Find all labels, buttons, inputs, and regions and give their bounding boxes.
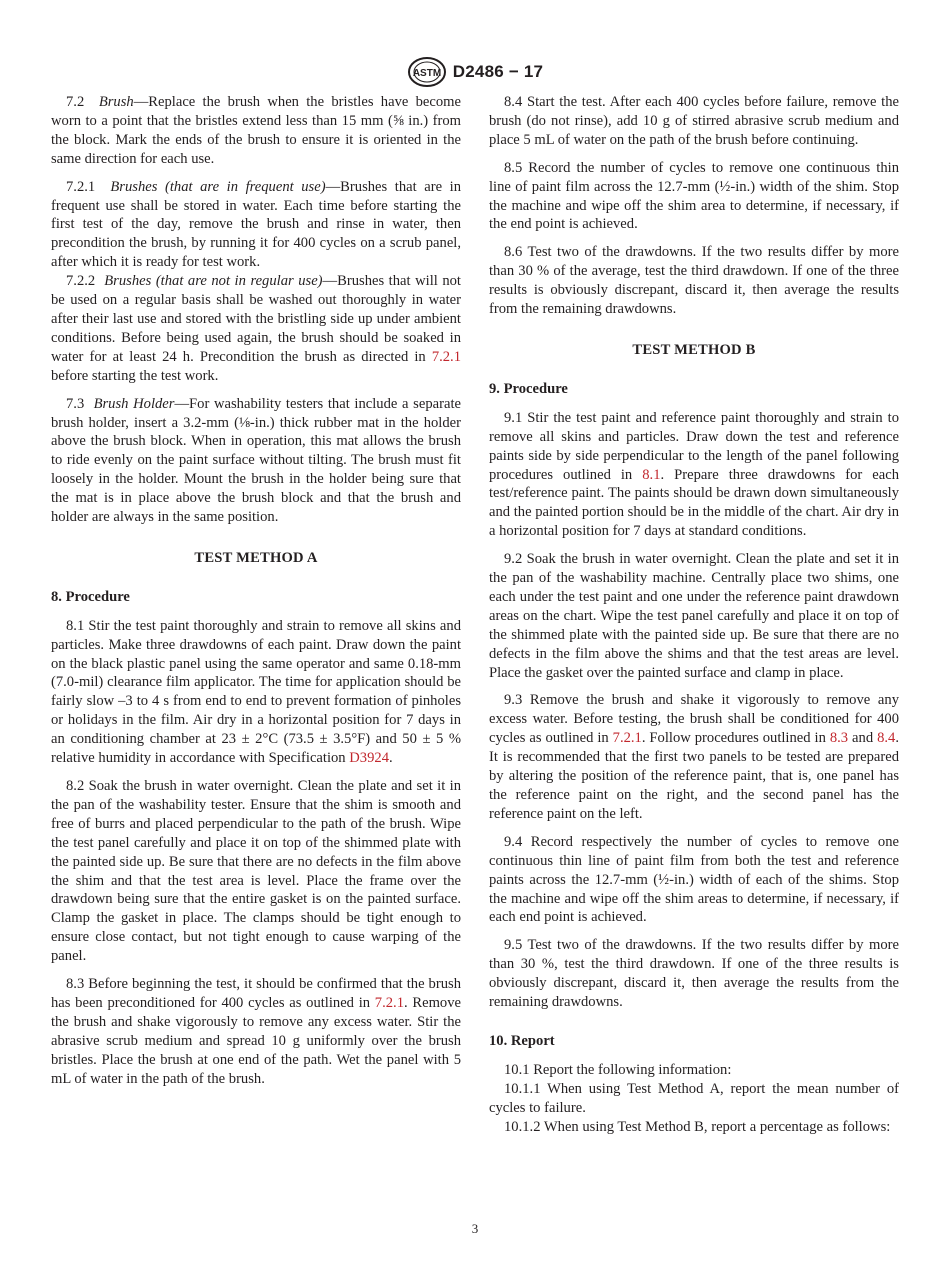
xref-8-3[interactable]: 8.3: [829, 730, 849, 747]
section-7-2-2: 7.2.2 Brushes (that are not in regular use)—Brushes that will not be used on a regular basis shall be washed out thoroughly in water after their last use and stored with the bristling side up under ambient conditions. Before being used again, the brush should be soaked in water for at least 24 h. Precondition the brush as directed in 7.2.1 before starting the test work.: [51, 273, 461, 384]
right-column: [489, 93, 899, 1137]
section-8-2: 8.2 Soak the brush in water overnight. Clean the plate and set it in the pan of the washability tester. Ensure that the shim is smooth and free of burrs and placed perpendicular to the path of the brush. Wipe the test panel carefully and place it on top of the shimmed plate with the painted side up. Be sure that there are no defects in the film above the shim and that the test area is level. Place the frame over the drawdown being sure that the entire gasket is on the painted surface. Clamp the gasket in place. The clamps should be tight enough to ensure close contact, but not tight enough to cause warping of the panel.: [51, 778, 461, 965]
section-7-3: 7.3 Brush Holder—For washability testers that include a separate brush holder, insert a 3.2-mm (⅛-in.) thick rubber mat in the holder above the brush block. When in operation, this mat allows the brush to ride evenly on the paint surface without tilting. The brush must fit loosely in the holder. Mount the brush in the holder being sure that the mat is in place above the brush block and that the brush and holder are always in the same position.: [51, 395, 461, 526]
section-9-heading: 9. Procedure: [489, 380, 568, 397]
astm-logo-icon: [407, 56, 447, 88]
xref-7-2-1[interactable]: 7.2.1: [612, 730, 642, 747]
section-9-4: 9.4 Record respectively the number of cycles to remove one continuous thin line of paint film from both the test and reference paints across the 12.7-mm (½-in.) width of each of the shims. Stop the machine and wipe off the shim areas to determine, if necessary, if each end point is achieved.: [489, 833, 899, 926]
section-9-1: 9.1 Stir the test paint and reference paint thoroughly and strain to remove all skins and particles. Draw down the test and reference paints side by side perpendicular to the length of the panel following procedures outlined in 8.1. Prepare three drawdowns for each test/reference paint. The paints should be drawn down simultaneously and the painted portion should be in the middle of the chart. Air dry in a horizontal position for 7 days at standard conditions.: [489, 409, 899, 540]
document-id: D2486 − 17: [452, 61, 544, 81]
xref-8-4[interactable]: 8.4: [877, 730, 896, 747]
xref-d3924[interactable]: D3924: [349, 750, 389, 767]
section-7-2-1: 7.2.1 Brushes (that are in frequent use)—Brushes that are in frequent use shall be stored in water. Each time before starting the first test of the day, remove the brush and rinse in water, then precondition the brush, by running it for 400 cycles on a scrub panel, after which it is ready for test work.: [51, 178, 462, 271]
section-7-2: 7.2 Brush—Replace the brush when the bristles have become worn to a point that the bristles extend less than 15 mm (⅝ in.) from the block. Mark the ends of the brush to ensure it is oriented in the same direction for each use.: [51, 94, 461, 167]
section-8-4: 8.4 Start the test. After each 400 cycles before failure, remove the brush (do not rinse), add 10 g of stirred abrasive scrub medium and place 5 mL of water on the path of the brush before continuing.: [489, 94, 899, 148]
section-10-heading: 10. Report: [489, 1032, 555, 1049]
page-header: [0, 56, 950, 88]
section-9-5: 9.5 Test two of the drawdowns. If the two results differ by more than 30 %, test the third drawdown. If one of the three results is obviously discrepant, discard it, then average the results from the remaining drawdowns.: [489, 937, 899, 1011]
section-8-heading: 8. Procedure: [51, 588, 130, 605]
logo-text: ASTM: [412, 68, 441, 79]
section-8-1: 8.1 Stir the test paint thoroughly and strain to remove all skins and particles. Make three drawdowns of each paint. Draw down the paint on the black plastic panel using the same operator and same 0.18-mm (7.0-mil) clearance film applicator. The time for application should be fairly slow –3 to 4 s from end to end to prevent formation of pinholes or holidays in the film. Air dry in a horizontal position for 7 days in an conditioning chamber at 23 ± 2°C (73.5 ± 3.5°F) and 50 ± 5 % relative humidity in accordance with Specification D3924.: [51, 617, 461, 767]
xref-7-2-1[interactable]: 7.2.1: [431, 348, 461, 365]
xref-7-2-1[interactable]: 7.2.1: [374, 994, 404, 1011]
test-method-a-heading: TEST METHOD A: [194, 549, 318, 566]
left-column: [51, 93, 461, 1098]
section-9-3: 9.3 Remove the brush and shake it vigorously to remove any excess water. Before testing, the brush shall be conditioned for 400 cycles as outlined in 7.2.1. Follow procedures outlined in 8.3 and 8.4. It is recommended that the first two panels to be tested are prepared by altering the position of the reference paint, that is, one panel has the reference paint on the right, and the second panel has the reference paint on the left.: [489, 692, 899, 822]
page-number: 3: [471, 1221, 479, 1236]
section-8-5: 8.5 Record the number of cycles to remove one continuous thin line of paint film across the 12.7-mm (½-in.) width of the shim. Stop the machine and wipe off the shim area to determine, if necessary, if the end point is achieved.: [489, 159, 899, 233]
section-8-6: 8.6 Test two of the drawdowns. If the two results differ by more than 30 % of the average, test the third drawdown. If one of the three results is obviously discrepant, discard it, then average the results from the remaining drawdowns.: [489, 244, 899, 318]
section-10-1-2: 10.1.2 When using Test Method B, report a percentage as follows:: [504, 1118, 891, 1135]
section-8-3: 8.3 Before beginning the test, it should be confirmed that the brush has been preconditioned for 400 cycles as outlined in 7.2.1. Remove the brush and shake vigorously to remove any excess water. Stir the abrasive scrub medium and spread 10 g uniformly over the brush bristles. Place the brush at one end of the path. Wet the panel with 5 mL of water in the path of the brush.: [51, 976, 461, 1087]
section-10-1: 10.1 Report the following information:: [504, 1061, 732, 1078]
section-9-2: 9.2 Soak the brush in water overnight. Clean the plate and set it in the pan of the washability machine. Centrally place two shims, one each under the test paint and one under the reference paint drawdown areas on the chart. Wipe the test panel carefully and place it on top of the shimmed plate with the painted side up. Be sure that there are no defects in the film above the shims and that the test areas are level. Place the gasket over the painted surface and clamp in place.: [489, 551, 899, 681]
xref-8-1[interactable]: 8.1: [642, 466, 661, 483]
test-method-b-heading: TEST METHOD B: [632, 341, 756, 358]
section-10-1-1: 10.1.1 When using Test Method A, report the mean number of cycles to failure.: [489, 1080, 899, 1116]
